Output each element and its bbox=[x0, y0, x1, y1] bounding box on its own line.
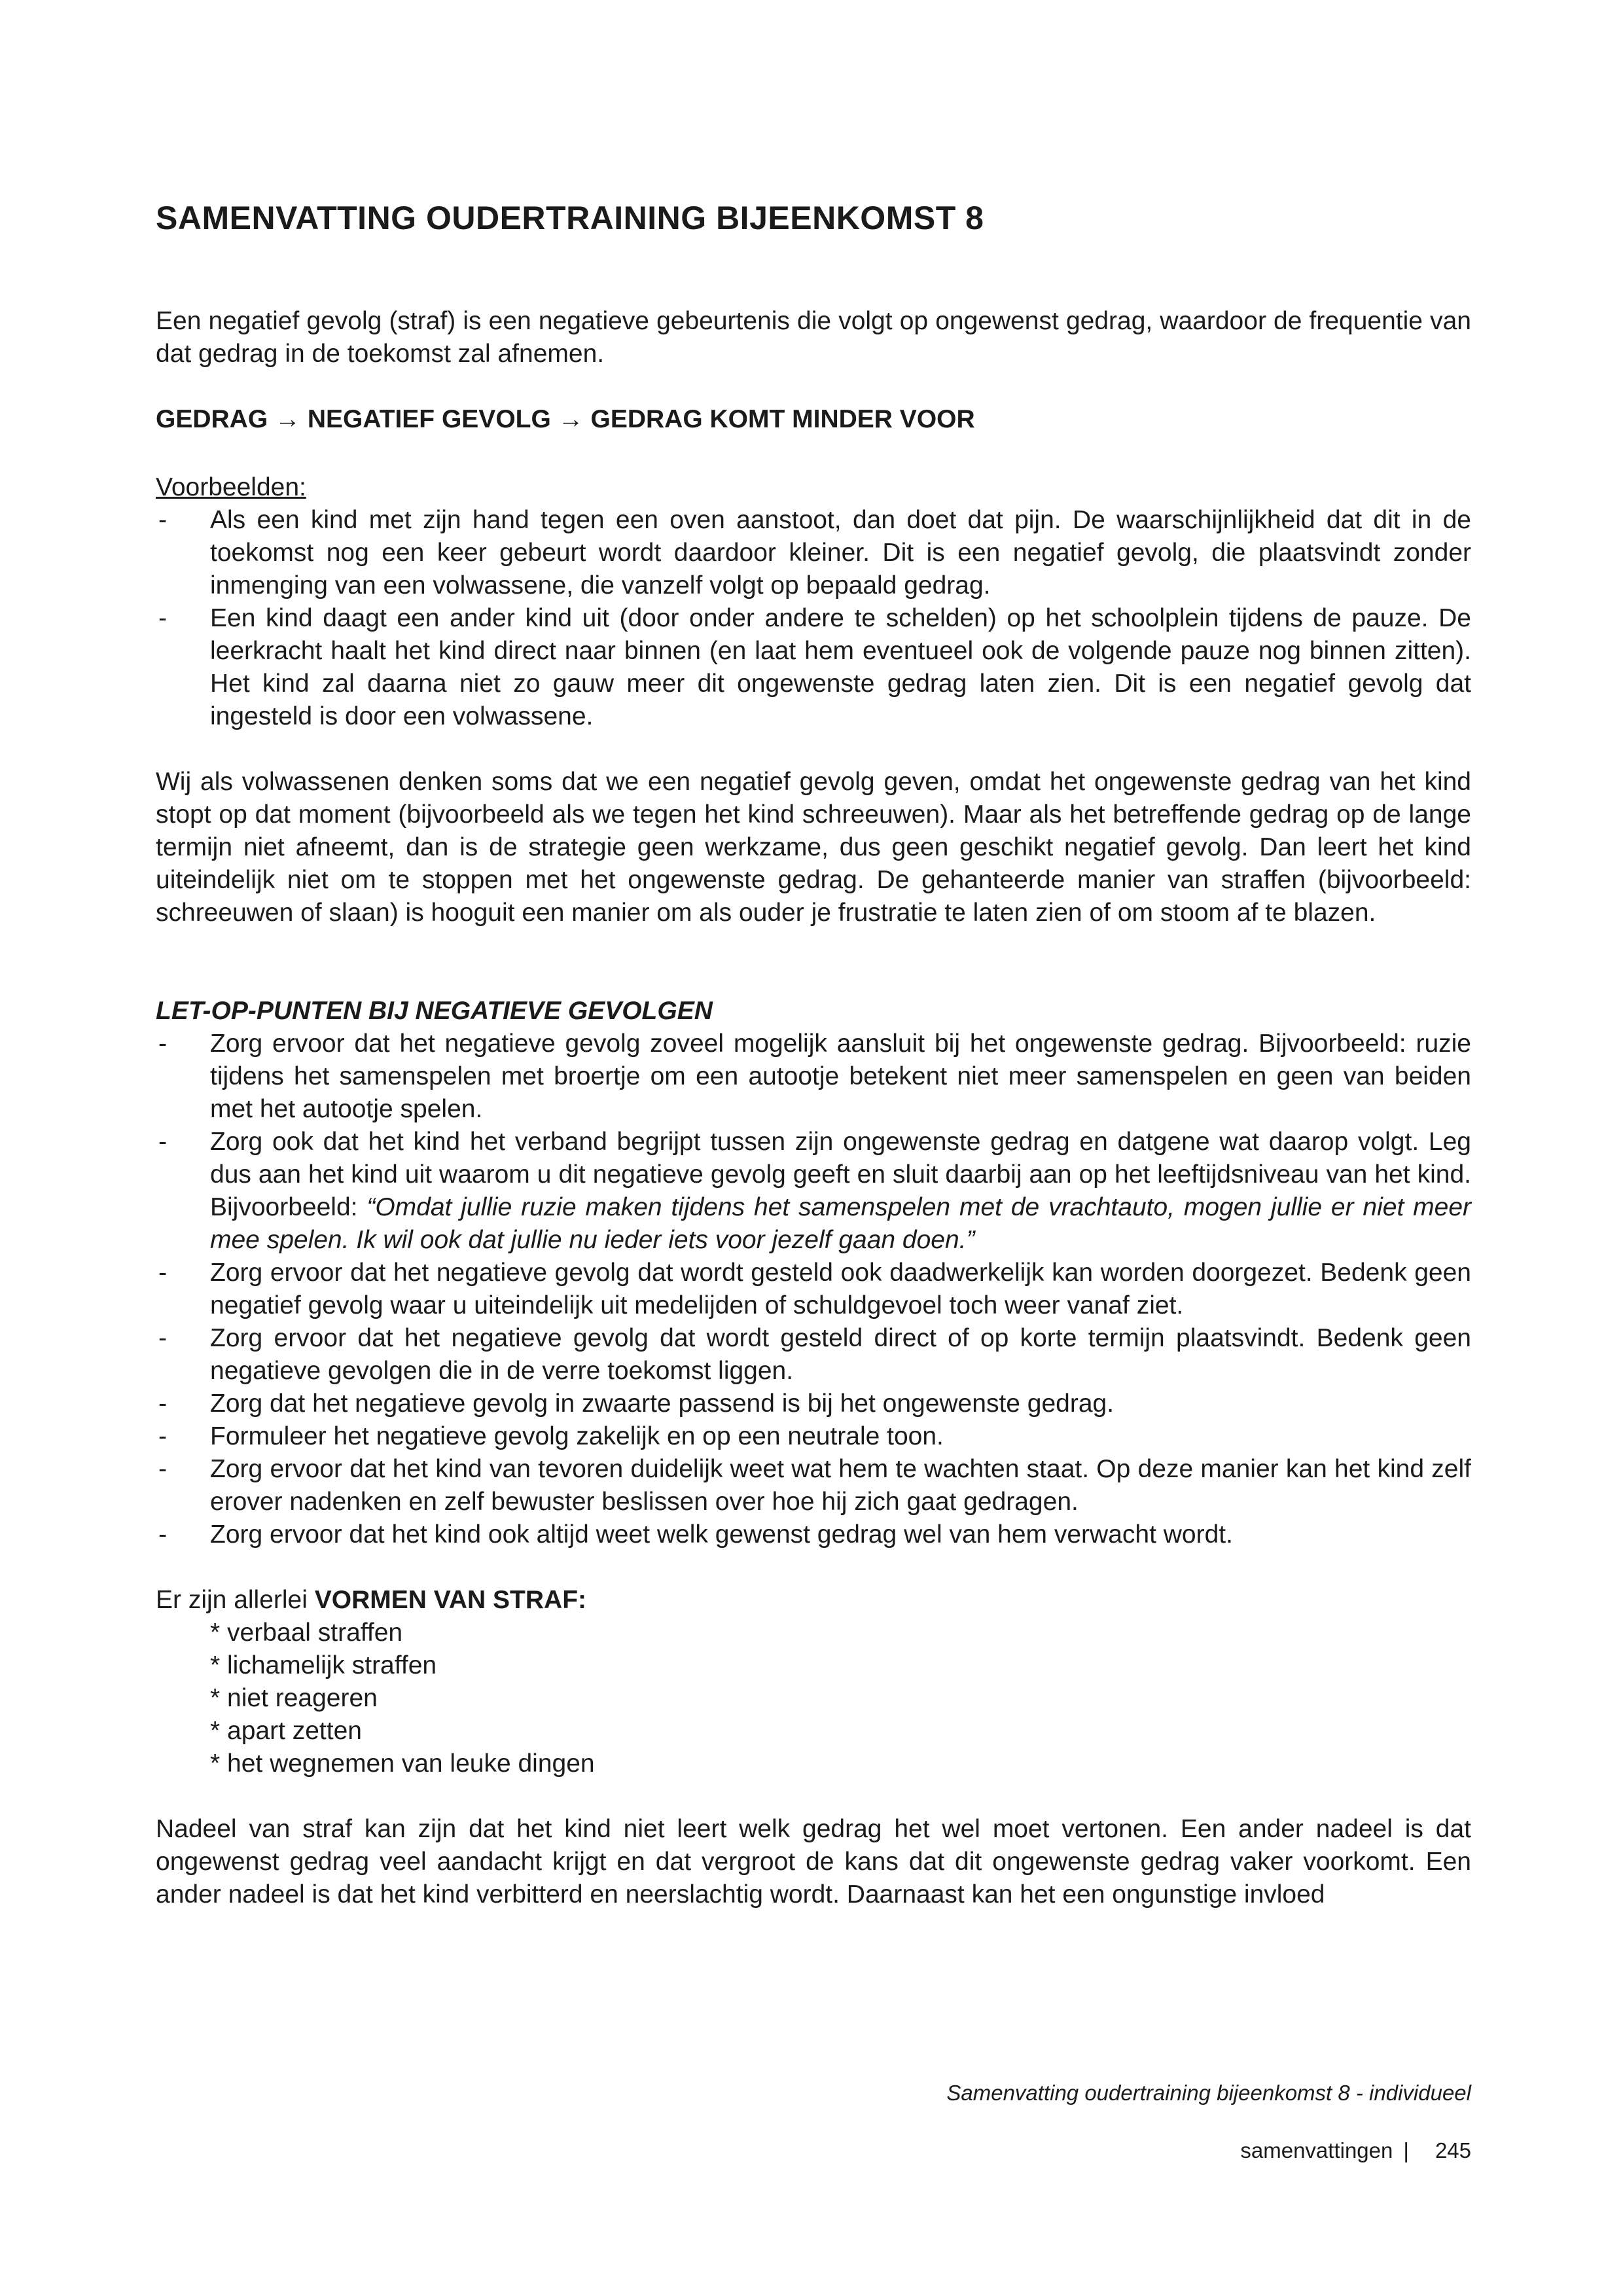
tips-heading: LET-OP-PUNTEN BIJ NEGATIEVE GEVOLGEN bbox=[156, 997, 713, 1025]
list-item bbox=[156, 1126, 1471, 1257]
list-item: - Zorg ervoor dat het kind van tevoren duidelijk weet wat hem te wachten staat. Op deze manier kan het kind zelf erover nadenken en zelf bewuster beslissen over hoe hij zich gaat gedragen. bbox=[156, 1453, 1471, 1518]
list-item: * het wegnemen van leuke dingen bbox=[210, 1749, 595, 1778]
page-title: SAMENVATTING OUDERTRAINING BIJEENKOMST 8 bbox=[156, 200, 984, 236]
footer-separator: | bbox=[1403, 2138, 1409, 2162]
footer-pagination bbox=[1240, 2136, 1471, 2165]
list-item: - Zorg dat het negatieve gevolg in zwaarte passend is bij het ongewenste gedrag. bbox=[156, 1388, 1471, 1420]
page-number: 245 bbox=[1435, 2138, 1471, 2162]
punishment-forms-list bbox=[156, 1617, 1471, 1780]
list-item: - Als een kind met zijn hand tegen een oven aanstoot, dan doet dat pijn. De waarschijnlijkheid dat dit in de toekomst nog een keer gebeurt wordt daardoor kleiner. Dit is een negatief gevolg, die plaatsvindt zonder inmenging van een volwassene, die vanzelf volgt op bepaald gedrag. bbox=[156, 504, 1471, 602]
list-item: - Zorg ervoor dat het negatieve gevolg dat wordt gesteld ook daadwerkelijk kan worden doorgezet. Bedenk geen negatief gevolg waar u uiteindelijk uit medelijden of schuldgevoel toch weer vanaf ziet. bbox=[156, 1257, 1471, 1322]
footer-caption: Samenvatting oudertraining bijeenkomst 8 - individueel bbox=[946, 2081, 1471, 2105]
tips-list bbox=[156, 1028, 1471, 1551]
examples-label: Voorbeelden: bbox=[156, 473, 306, 501]
footer-section: samenvattingen bbox=[1240, 2138, 1393, 2162]
tip-text: Zorg ook dat het kind het verband begrijpt tussen zijn ongewenste gedrag en datgene wat daarop volgt. Leg dus aan het kind uit waarom u dit negatieve gevolg geeft en sluit daarbij aan op het leeftijdsniveau van het kind. Bijvoorbeeld: bbox=[210, 1128, 1471, 1221]
behavior-formula: GEDRAG → NEGATIEF GEVOLG → GEDRAG KOMT MINDER VOOR bbox=[156, 405, 975, 433]
list-item: * lichamelijk straffen bbox=[210, 1651, 437, 1679]
forms-intro-bold: VORMEN VAN STRAF: bbox=[314, 1586, 587, 1614]
list-item: - Formuleer het negatieve gevolg zakelijk en op een neutrale toon. bbox=[156, 1420, 1471, 1453]
list-item: - Zorg ervoor dat het negatieve gevolg zoveel mogelijk aansluit bij het ongewenste gedrag. Bijvoorbeeld: ruzie tijdens het samenspelen met broertje om een autootje betekent niet meer samenspelen en geen van beiden met het autootje spelen. bbox=[156, 1028, 1471, 1126]
list-item: - Zorg ervoor dat het negatieve gevolg dat wordt gesteld direct of op korte termijn plaatsvindt. Bedenk geen negatieve gevolgen die in de verre toekomst liggen. bbox=[156, 1322, 1471, 1388]
document-page bbox=[156, 196, 1471, 1911]
list-item: * apart zetten bbox=[210, 1717, 362, 1745]
example-quote: “Omdat jullie ruzie maken tijdens het samenspelen met de vrachtauto, mogen jullie er niet meer mee spelen. Ik wil ook dat jullie nu ieder iets voor jezelf gaan doen.” bbox=[210, 1193, 1472, 1254]
list-item: - Een kind daagt een ander kind uit (door onder andere te schelden) op het schoolplein tijdens de pauze. De leerkracht haalt het kind direct naar binnen (en laat hem eventueel ook de volgende pauze nog binnen zitten). Het kind zal daarna niet zo gauw meer dit ongewenste gedrag laten zien. Dit is een negatief gevolg dat ingesteld is door een volwassene. bbox=[156, 602, 1471, 733]
list-item: * verbaal straffen bbox=[210, 1619, 403, 1647]
intro-paragraph: Een negatief gevolg (straf) is een negatieve gebeurtenis die volgt op ongewenst gedrag, waardoor de frequentie van dat gedrag in de toekomst zal afnemen. bbox=[156, 307, 1471, 368]
forms-intro-text: Er zijn allerlei bbox=[156, 1586, 315, 1614]
punishment-forms-intro bbox=[156, 1584, 1471, 1617]
adults-paragraph: Wij als volwassenen denken soms dat we een negatief gevolg geven, omdat het ongewenste gedrag van het kind stopt op dat moment (bijvoorbeeld als we tegen het kind schreeuwen). Maar als het betreffende gedrag op de lange termijn niet afneemt, dan is de strategie geen werkzame, dus geen geschikt negatief gevolg. Dan leert het kind uiteindelijk niet om te stoppen met het ongewenste gedrag. De gehanteerde manier van straffen (bijvoorbeeld: schreeuwen of slaan) is hooguit een manier om als ouder je frustratie te laten zien of om stoom af te blazen. bbox=[156, 768, 1471, 927]
examples-list bbox=[156, 504, 1471, 733]
disadvantage-paragraph: Nadeel van straf kan zijn dat het kind niet leert welk gedrag het wel moet vertonen. Een ander nadeel is dat ongewenst gedrag veel aandacht krijgt en dat vergroot de kans dat dit ongewenste gedrag vaker voorkomt. Een ander nadeel is dat het kind verbitterd en neerslachtig wordt. Daarnaast kan het een ongunstige invloed bbox=[156, 1815, 1471, 1909]
list-item: * niet reageren bbox=[210, 1684, 378, 1712]
list-item: - Zorg ervoor dat het kind ook altijd weet welk gewenst gedrag wel van hem verwacht wordt. bbox=[156, 1518, 1471, 1551]
